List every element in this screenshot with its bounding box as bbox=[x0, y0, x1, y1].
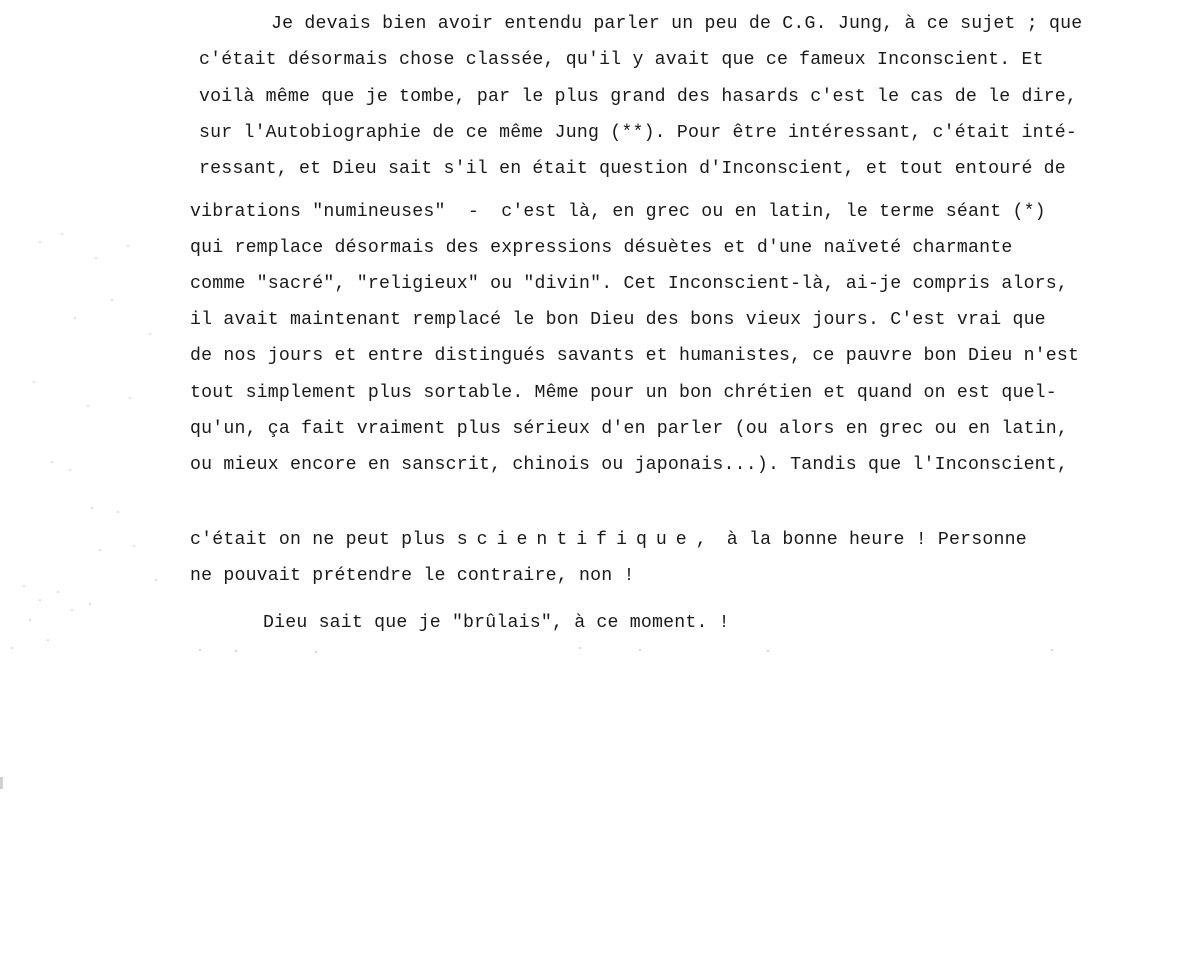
text-fragment: c'était on ne peut plus bbox=[190, 530, 457, 550]
text-line: de nos jours et entre distingués savants et humanistes, ce pauvre bon Dieu n'est bbox=[190, 346, 1080, 366]
text-line: vibrations "numineuses" - c'est là, en grec ou en latin, le terme séant (*) bbox=[190, 202, 1046, 222]
text-fragment: à la bonne heure ! Personne bbox=[715, 530, 1027, 550]
text-line: ressant, et Dieu sait s'il en était question d'Inconscient, et tout entouré de bbox=[199, 159, 1066, 179]
text-line: voilà même que je tombe, par le plus grand des hasards c'est le cas de le dire, bbox=[199, 87, 1078, 107]
text-line: Je devais bien avoir entendu parler un peu de C.G. Jung, à ce sujet ; que bbox=[271, 14, 1083, 34]
text-line: tout simplement plus sortable. Même pour un bon chrétien et quand on est quel- bbox=[190, 383, 1057, 403]
text-line: ou mieux encore en sanscrit, chinois ou japonais...). Tandis que l'Inconscient, bbox=[190, 455, 1069, 475]
text-line: Dieu sait que je "brûlais", à ce moment. ! bbox=[263, 613, 730, 633]
text-line: comme "sacré", "religieux" ou "divin". Cet Inconscient-là, ai-je compris alors, bbox=[190, 274, 1069, 294]
text-line: il avait maintenant remplacé le bon Dieu des bons vieux jours. C'est vrai que bbox=[190, 310, 1046, 330]
spaced-word: scientifique, bbox=[456, 530, 716, 550]
text-line: c'était désormais chose classée, qu'il y avait que ce fameux Inconscient. Et bbox=[199, 50, 1044, 70]
text-line: ne pouvait prétendre le contraire, non ! bbox=[190, 566, 635, 586]
text-line: qui remplace désormais des expressions désuètes et d'une naïveté charmante bbox=[190, 238, 1013, 258]
text-line: qu'un, ça fait vraiment plus sérieux d'en parler (ou alors en grec ou en latin, bbox=[190, 419, 1069, 439]
text-line: sur l'Autobiographie de ce même Jung (**). Pour être intéressant, c'était inté- bbox=[199, 123, 1078, 143]
